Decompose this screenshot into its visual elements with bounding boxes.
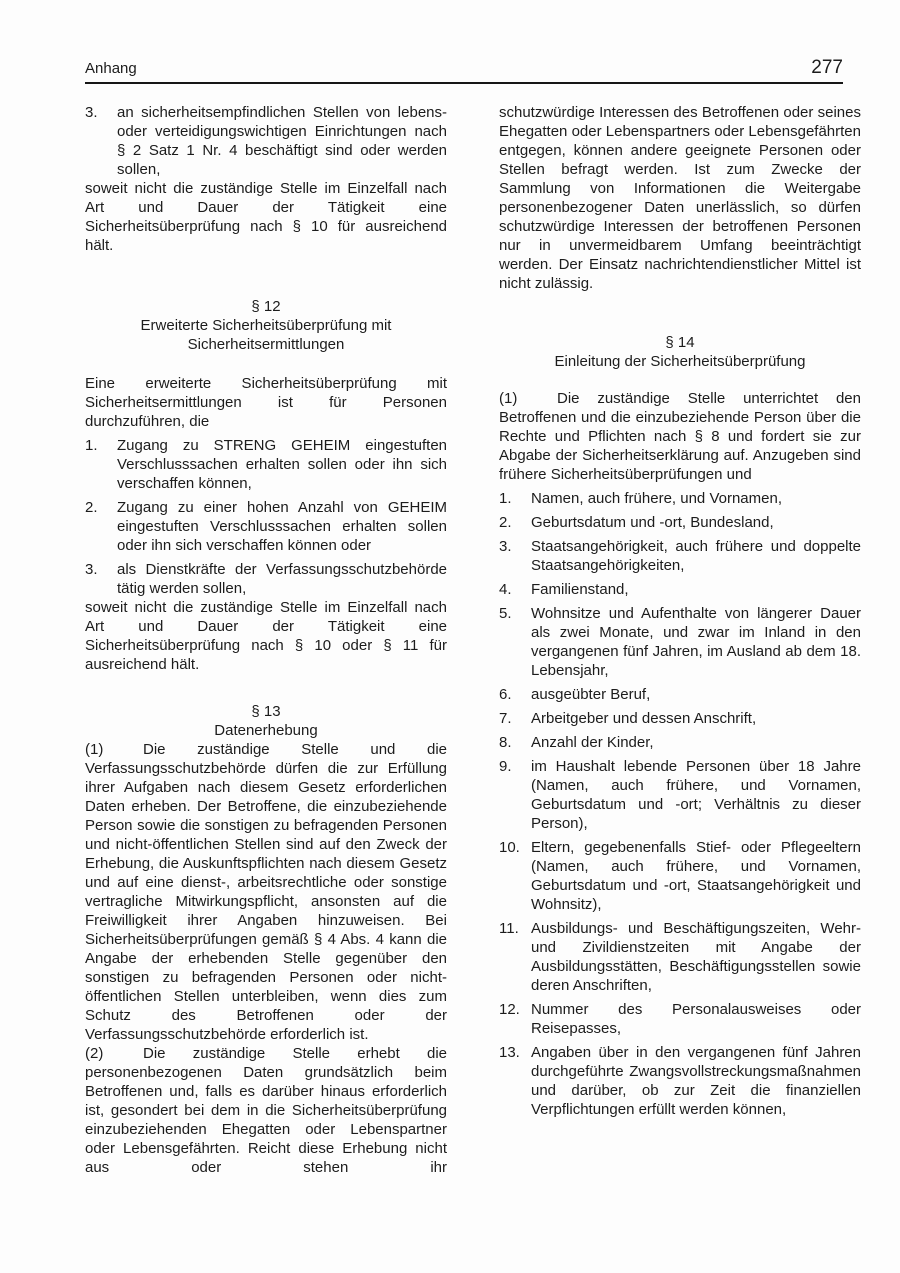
list-item xyxy=(499,537,861,575)
list-item-number: 7. xyxy=(499,710,512,727)
list-item-text: Namen, auch frühere, und Vornamen, xyxy=(531,490,782,507)
list-item xyxy=(499,919,861,995)
paragraph-marker: (2) xyxy=(85,1045,104,1062)
list-item-number: 11. xyxy=(499,920,519,937)
list-item xyxy=(499,1000,861,1038)
list-item-text: Wohnsitze und Aufenthalte von längerer Dauer als zwei Monate, und zwar im Inland in den vergangenen fünf Jahren, im Ausland ab dem 18. Lebensjahr, xyxy=(531,605,861,679)
list-item-number: 8. xyxy=(499,734,512,751)
paragraph-marker: (1) xyxy=(85,741,104,758)
list-item xyxy=(499,709,861,728)
list-item-text: Zugang zu STRENG GEHEIM eingestuften Verschlusssachen erhalten sollen oder ihn sich verschaffen können, xyxy=(117,437,447,492)
two-column-body xyxy=(85,103,861,1177)
list-item xyxy=(499,513,861,532)
list-item xyxy=(499,757,861,833)
list-item-text: Nummer des Personalausweises oder Reisepasses, xyxy=(531,1001,861,1037)
section-13-paragraph-2 xyxy=(85,1044,447,1177)
list-item-text: im Haushalt lebende Personen über 18 Jahre (Namen, auch frühere, und Vornamen, Geburtsdatum und -ort; Verhältnis zu dieser Person), xyxy=(531,758,861,832)
section-14-list xyxy=(499,489,861,1119)
section-14-heading xyxy=(499,333,861,371)
section-12-list xyxy=(85,436,447,598)
right-column xyxy=(499,103,861,1177)
list-item-text: Zugang zu einer hohen Anzahl von GEHEIM eingestuften Verschlusssachen erhalten sollen oder ihn sich verschaffen können oder xyxy=(117,499,447,554)
paragraph-text: Die zuständige Stelle erhebt die personenbezogenen Daten grundsätzlich beim Betroffenen und, falls es darüber hinaus erforderlich ist, gesondert bei dem in die Sicherheitsüberprüfung einzubeziehenden Ehegatten oder Lebenspartner oder Lebensgefährten. Reicht diese Erhebung nicht aus oder stehen ihr xyxy=(85,1045,447,1176)
list-item-number: 1. xyxy=(85,437,98,454)
section-13-heading xyxy=(85,702,447,740)
list-item-text: Eltern, gegebenenfalls Stief- oder Pflegeeltern (Namen, auch frühere, und Vornamen, Geburtsdatum und -ort, Staatsangehörigkeit und Wohnsitz), xyxy=(531,839,861,913)
list-item-number: 10. xyxy=(499,839,520,856)
list-item xyxy=(85,436,447,493)
section-title: Erweiterte Sicherheitsüberprüfung mit Sicherheitsermittlungen xyxy=(140,317,392,353)
list-item-number: 1. xyxy=(499,490,512,507)
list-item-number: 3. xyxy=(85,104,98,121)
list-item-text: Geburtsdatum und -ort, Bundesland, xyxy=(531,514,774,531)
list-item-number: 3. xyxy=(85,561,98,578)
carryover-closing-paragraph: soweit nicht die zuständige Stelle im Einzelfall nach Art und Dauer der Tätigkeit eine Sicherheitsüberprüfung nach § 10 für ausreichend hält. xyxy=(85,180,447,254)
list-item-text: Arbeitgeber und dessen Anschrift, xyxy=(531,710,757,727)
list-item xyxy=(499,685,861,704)
list-item-number: 13. xyxy=(499,1044,520,1061)
section-12-closing: soweit nicht die zuständige Stelle im Einzelfall nach Art und Dauer der Tätigkeit eine Sicherheitsüberprüfung nach § 10 oder § 11 für ausreichend hält. xyxy=(85,599,447,673)
section-number: § 12 xyxy=(251,298,281,315)
list-item-text: als Dienstkräfte der Verfassungsschutzbehörde tätig werden sollen, xyxy=(117,561,447,597)
list-item-carryover-3 xyxy=(85,103,447,179)
section-13-paragraph-1 xyxy=(85,740,447,1044)
paragraph-text: Die zuständige Stelle und die Verfassungsschutzbehörde dürfen die zur Erfüllung ihrer Aufgaben nach diesem Gesetz erforderlichen Daten erheben. Der Betroffene, die einzubeziehende Person sowie die sonstigen zu befragenden Personen und nicht-öffentlichen Stellen sind auf den Zweck der Erhebung, die Auskunftspflichten nach diesem Gesetz und auf eine dienst-, arbeitsrechtliche oder sonstige vertragliche Mitwirkungspflicht, ansonsten auf die Freiwilligkeit ihrer Angaben hinzuweisen. Bei Sicherheitsüberprüfungen gemäß § 4 Abs. 4 kann die Angabe der erhebenden Stelle gegenüber den sonstigen zu befragenden Personen oder nicht-öffentlichen Stellen unterbleiben, wenn dies zum Schutz des Betroffenen oder der Verfassungsschutzbehörde erforderlich ist. xyxy=(85,741,447,1043)
section-12-heading xyxy=(85,297,447,354)
list-item-text: Anzahl der Kinder, xyxy=(531,734,654,751)
section-number: § 13 xyxy=(251,703,281,720)
list-item-number: 3. xyxy=(499,538,512,555)
list-item-text: Staatsangehörigkeit, auch frühere und doppelte Staatsangehörigkeiten, xyxy=(531,538,861,574)
list-item-number: 12. xyxy=(499,1001,520,1018)
section-title: Datenerhebung xyxy=(214,722,318,739)
paragraph-marker: (1) xyxy=(499,390,518,407)
list-item xyxy=(85,498,447,555)
section-14-paragraph-1 xyxy=(499,389,861,484)
list-item-number: 5. xyxy=(499,605,512,622)
list-item-number: 2. xyxy=(85,499,98,516)
list-item xyxy=(499,604,861,680)
running-title: Anhang xyxy=(85,60,137,77)
list-item xyxy=(85,560,447,598)
left-column xyxy=(85,103,447,1177)
page-number: 277 xyxy=(811,57,843,78)
list-item xyxy=(499,489,861,508)
list-item-text: an sicherheitsempfindlichen Stellen von lebens- oder verteidigungswichtigen Einrichtungen nach § 2 Satz 1 Nr. 4 beschäftigt sind oder werden sollen, xyxy=(117,104,447,178)
section-number: § 14 xyxy=(665,334,695,351)
list-item-number: 4. xyxy=(499,581,512,598)
list-item xyxy=(499,733,861,752)
page-header xyxy=(85,58,843,84)
list-item-number: 6. xyxy=(499,686,512,703)
list-item-text: Familienstand, xyxy=(531,581,629,598)
list-item xyxy=(499,580,861,599)
list-item-text: Ausbildungs- und Beschäftigungszeiten, Wehr- und Zivildienstzeiten mit Angabe der Ausbildungsstätten, Beschäftigungsstellen sowie deren Anschriften, xyxy=(531,920,861,994)
section-title: Einleitung der Sicherheitsüberprüfung xyxy=(554,353,806,370)
list-item xyxy=(499,838,861,914)
list-item-number: 9. xyxy=(499,758,512,775)
section-12-intro: Eine erweiterte Sicherheitsüberprüfung mit Sicherheitsermittlungen ist für Personen durchzuführen, die xyxy=(85,375,447,430)
list-item xyxy=(499,1043,861,1119)
carryover-paragraph: schutzwürdige Interessen des Betroffenen oder seines Ehegatten oder Lebenspartners oder Lebensgefährten entgegen, können andere geeignete Personen oder Stellen befragt werden. Ist zum Zwecke der Sammlung von Informationen die Weitergabe personenbezogener Daten unerlässlich, so dürfen schutzwürdige Interessen der betroffenen Personen nur in unvermeidbarem Umfang beeinträchtigt werden. Der Einsatz nachrichtendienstlicher Mittel ist nicht zulässig. xyxy=(499,104,861,292)
list-item-text: ausgeübter Beruf, xyxy=(531,686,651,703)
list-item-text: Angaben über in den vergangenen fünf Jahren durchgeführte Zwangsvollstreckungsmaßnahmen und darüber, ob zur Zeit die finanziellen Verpflichtungen erfüllt werden können, xyxy=(531,1044,861,1118)
paragraph-text: Die zuständige Stelle unterrichtet den Betroffenen und die einzubeziehende Person über die Rechte und Pflichten nach § 8 und fordert sie zur Abgabe der Sicherheitserklärung auf. Anzugeben sind frühere Sicherheitsüberprüfungen und xyxy=(499,390,861,483)
list-item-number: 2. xyxy=(499,514,512,531)
